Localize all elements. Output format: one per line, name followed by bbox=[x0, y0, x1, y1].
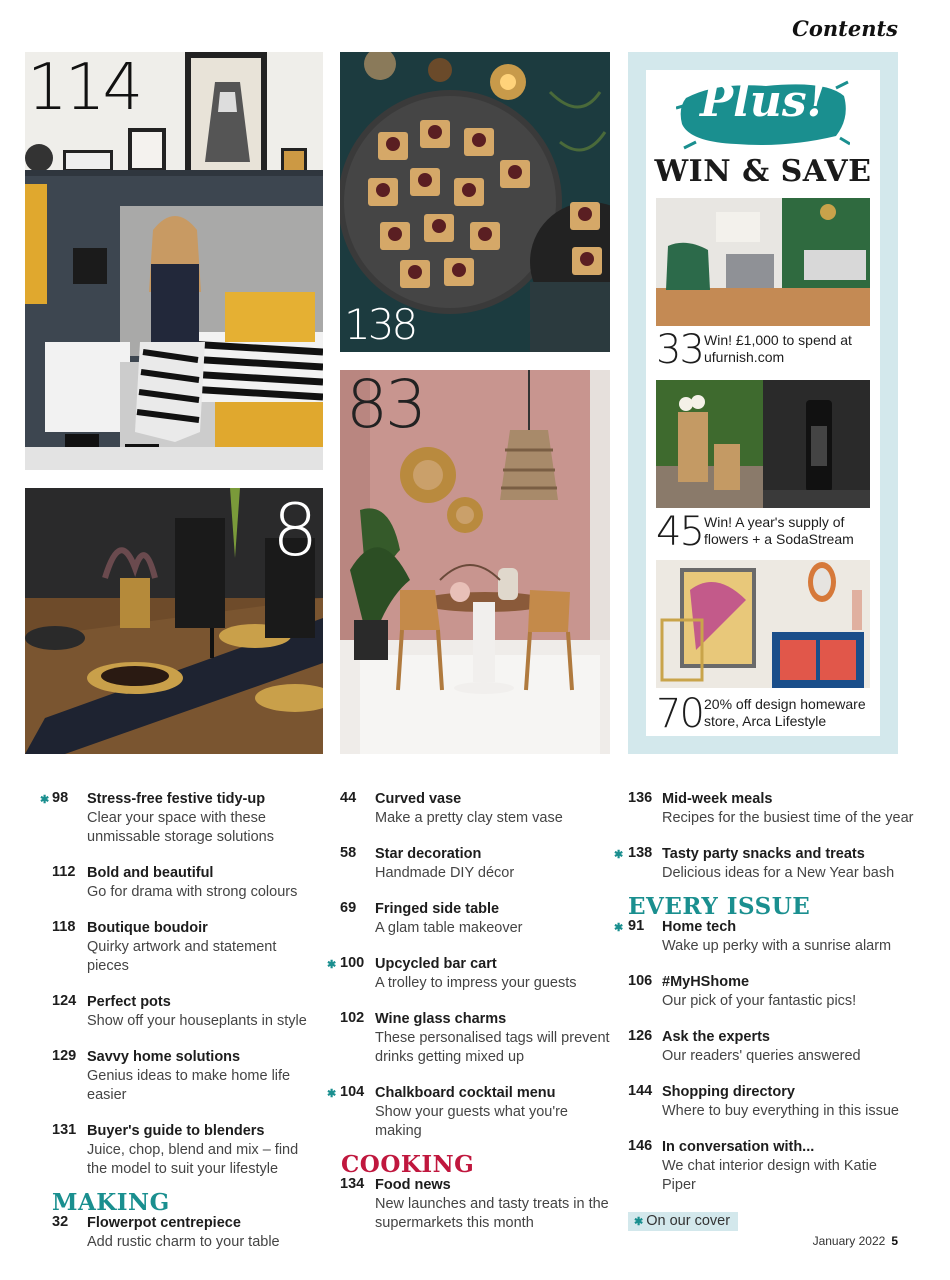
section-heading: MAKING bbox=[52, 1189, 170, 1216]
contents-entry bbox=[40, 1122, 320, 1179]
offer-text: Win! £1,000 to spend at ufurnish.com bbox=[704, 332, 852, 365]
entry-title: Wine glass charms bbox=[375, 1011, 507, 1027]
entry-page-number: 131 bbox=[52, 1122, 77, 1138]
entry-description: A glam table makeover bbox=[375, 920, 523, 936]
page-header-title: Contents bbox=[792, 16, 898, 41]
entry-page-number: 136 bbox=[628, 790, 653, 806]
plus-panel-inner bbox=[646, 70, 880, 736]
offer-page-number: 70 bbox=[656, 691, 703, 737]
entry-page-number: 129 bbox=[52, 1048, 77, 1064]
entry-description: Our pick of your fantastic pics! bbox=[662, 993, 857, 1009]
entry-title: Upcycled bar cart bbox=[375, 956, 497, 972]
entry-description: Genius ideas to make home life easier bbox=[87, 1068, 291, 1103]
contents-entry bbox=[327, 1010, 617, 1067]
entry-title: Food news bbox=[375, 1177, 451, 1193]
asterisk-star-icon: ✱ bbox=[614, 922, 624, 934]
entry-description: Clear your space with these unmissable storage solutions bbox=[87, 810, 274, 845]
contents-entry bbox=[614, 1138, 914, 1195]
contents-entry bbox=[614, 973, 914, 1011]
offer-page-number: 45 bbox=[656, 509, 703, 555]
contents-column-2 bbox=[327, 790, 617, 1250]
offer-image-living-room bbox=[656, 198, 870, 326]
on-our-cover-key bbox=[628, 1212, 738, 1231]
page-number: 5 bbox=[891, 1234, 898, 1248]
win-save-heading: WIN & SAVE bbox=[654, 154, 872, 189]
contents-entry bbox=[614, 918, 914, 956]
entry-page-number: 102 bbox=[340, 1010, 365, 1026]
entry-page-number: 44 bbox=[340, 790, 357, 806]
section-heading: EVERY ISSUE bbox=[628, 893, 811, 920]
entry-page-number: 58 bbox=[340, 845, 357, 861]
section-heading: COOKING bbox=[341, 1151, 475, 1178]
asterisk-star-icon: ✱ bbox=[614, 849, 624, 861]
entry-page-number: 144 bbox=[628, 1083, 653, 1099]
entry-title: Home tech bbox=[662, 919, 737, 935]
entry-page-number: 100 bbox=[340, 955, 365, 971]
contents-entry bbox=[40, 993, 320, 1031]
contents-entry bbox=[327, 900, 617, 938]
offer-image-flowers-sodastream bbox=[656, 380, 870, 508]
entry-description: We chat interior design with Katie Piper bbox=[662, 1158, 877, 1193]
entry-title: Perfect pots bbox=[87, 994, 171, 1010]
entry-description: Handmade DIY décor bbox=[375, 865, 515, 881]
entry-page-number: 146 bbox=[628, 1138, 653, 1154]
entry-title: Boutique boudoir bbox=[87, 920, 208, 936]
entry-page-number: 69 bbox=[340, 900, 357, 916]
photo-bedroom bbox=[25, 52, 323, 470]
contents-entry bbox=[614, 845, 914, 883]
contents-entry bbox=[614, 1028, 914, 1066]
photo-page-number: 114 bbox=[27, 52, 141, 125]
cover-note-text: On our cover bbox=[646, 1213, 731, 1229]
entry-page-number: 112 bbox=[52, 864, 76, 880]
entry-page-number: 118 bbox=[52, 919, 76, 935]
entry-title: Chalkboard cocktail menu bbox=[375, 1085, 556, 1101]
entry-title: Star decoration bbox=[375, 846, 482, 862]
entry-title: Buyer's guide to blenders bbox=[87, 1123, 265, 1139]
entry-title: Ask the experts bbox=[662, 1029, 770, 1045]
entry-page-number: 32 bbox=[52, 1214, 69, 1230]
entry-description: Recipes for the busiest time of the year bbox=[662, 810, 914, 826]
entry-title: Fringed side table bbox=[375, 901, 500, 917]
photo-dining-table bbox=[25, 488, 323, 754]
contents-column-1 bbox=[40, 790, 320, 1269]
entry-description: A trolley to impress your guests bbox=[375, 975, 577, 991]
photo-page-number: 138 bbox=[344, 300, 416, 349]
contents-entry bbox=[327, 845, 617, 883]
contents-entry bbox=[40, 790, 320, 847]
entry-page-number: 106 bbox=[628, 973, 653, 989]
entry-page-number: 134 bbox=[340, 1176, 365, 1192]
entry-description: Make a pretty clay stem vase bbox=[375, 810, 563, 826]
plus-win-save-panel bbox=[628, 52, 898, 754]
issue-date: January 2022 bbox=[812, 1234, 886, 1248]
entry-title: Savvy home solutions bbox=[87, 1049, 241, 1065]
photo-page-number: 83 bbox=[346, 370, 424, 443]
contents-entry bbox=[614, 1083, 914, 1121]
asterisk-star-icon: ✱ bbox=[40, 794, 50, 806]
entry-description: These personalised tags will prevent drinks getting mixed up bbox=[375, 1030, 610, 1065]
entry-description: Our readers' queries answered bbox=[662, 1048, 861, 1064]
entry-title: Shopping directory bbox=[662, 1084, 795, 1100]
entry-page-number: 124 bbox=[52, 993, 77, 1009]
entry-title: Flowerpot centrepiece bbox=[87, 1215, 241, 1231]
entry-description: Show off your houseplants in style bbox=[87, 1013, 307, 1029]
page-footer bbox=[813, 1234, 898, 1248]
entry-page-number: 126 bbox=[628, 1028, 653, 1044]
offer-image-homeware bbox=[656, 560, 870, 688]
offer-text: 20% off design homeware store, Arca Lifestyle bbox=[704, 696, 866, 729]
contents-entry bbox=[40, 1048, 320, 1105]
asterisk-star-icon: ✱ bbox=[327, 959, 337, 971]
entry-page-number: 91 bbox=[628, 918, 645, 934]
contents-entry bbox=[40, 864, 320, 902]
photo-party-snacks bbox=[340, 52, 610, 352]
offer-page-number: 33 bbox=[656, 327, 703, 373]
asterisk-star-icon: ✱ bbox=[634, 1216, 644, 1228]
entry-description: Juice, chop, blend and mix – find the model to suit your lifestyle bbox=[87, 1142, 299, 1177]
entry-title: Tasty party snacks and treats bbox=[662, 846, 865, 862]
entry-title: Stress-free festive tidy-up bbox=[87, 791, 266, 807]
entry-title: Bold and beautiful bbox=[87, 865, 214, 881]
entry-title: Mid-week meals bbox=[662, 791, 773, 807]
entry-description: Show your guests what you're making bbox=[375, 1104, 568, 1139]
photo-pink-dining-room bbox=[340, 370, 610, 754]
contents-entry bbox=[327, 1084, 617, 1141]
contents-entry bbox=[327, 955, 617, 993]
photo-page-number: 8 bbox=[272, 488, 315, 572]
entry-page-number: 104 bbox=[340, 1084, 365, 1100]
entry-description: Go for drama with strong colours bbox=[87, 884, 298, 900]
contents-entry bbox=[40, 919, 320, 976]
entry-page-number: 98 bbox=[52, 790, 69, 806]
contents-entry bbox=[614, 790, 914, 828]
entry-description: Quirky artwork and statement pieces bbox=[87, 939, 277, 974]
entry-description: Delicious ideas for a New Year bash bbox=[662, 865, 895, 881]
contents-column-3 bbox=[614, 790, 914, 1231]
contents-entry bbox=[40, 1214, 320, 1252]
entry-description: Where to buy everything in this issue bbox=[662, 1103, 899, 1119]
entry-description: New launches and tasty treats in the supermarkets this month bbox=[375, 1196, 609, 1231]
asterisk-star-icon: ✱ bbox=[327, 1088, 337, 1100]
entry-page-number: 138 bbox=[628, 845, 653, 861]
entry-title: In conversation with... bbox=[662, 1139, 815, 1155]
entry-title: #MyHShome bbox=[662, 974, 750, 990]
contents-entry bbox=[327, 1176, 617, 1233]
contents-entry bbox=[327, 790, 617, 828]
offer-text: Win! A year's supply of flowers + a SodaStream bbox=[704, 514, 854, 547]
plus-badge: Plus! bbox=[700, 76, 826, 127]
entry-description: Add rustic charm to your table bbox=[87, 1234, 280, 1250]
entry-description: Wake up perky with a sunrise alarm bbox=[662, 938, 892, 954]
entry-title: Curved vase bbox=[375, 791, 462, 807]
